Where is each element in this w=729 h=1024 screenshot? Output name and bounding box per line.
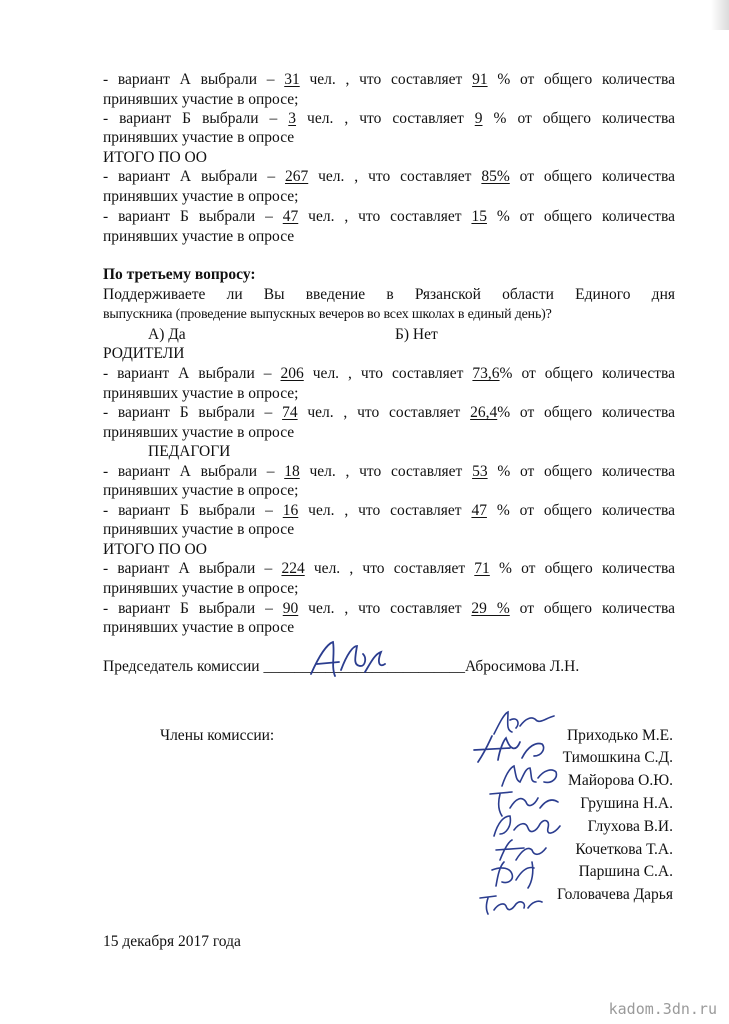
total-option-b: - вариант Б выбрали – 90 чел. , что составляет 29 % от общего количества: [103, 600, 675, 617]
percent: 71: [474, 560, 490, 577]
q3-question-line2: выпускника (проведение выпускных вечеров во всех школах в единый день)?: [103, 307, 552, 322]
block1-option-b: - вариант Б выбрали – 3 чел. , что составляет 9 % от общего количества: [103, 110, 675, 127]
member-name: Глухова В.И.: [587, 818, 673, 835]
percent: 53: [472, 463, 488, 480]
member-name: Приходько М.Е.: [566, 727, 673, 744]
q3-title: По третьему вопросу:: [103, 266, 256, 283]
block2-option-b: - вариант Б выбрали – 47 чел. , что составляет 15 % от общего количества: [103, 208, 675, 225]
q3-option-b: Б) Нет: [395, 326, 438, 343]
members-label: Члены комиссии:: [160, 727, 275, 744]
q3-option-a: А) Да: [148, 326, 186, 343]
chair-name: Абросимова Л.Н.: [464, 658, 580, 675]
total-heading: ИТОГО ПО ОО: [103, 541, 207, 558]
teachers-heading: ПЕДАГОГИ: [148, 443, 231, 460]
count: 90: [282, 600, 299, 617]
member-name: Кочеткова Т.А.: [575, 841, 673, 858]
parents-option-b-cont: принявших участие в опросе: [103, 424, 295, 441]
scan-shadow: [711, 0, 729, 30]
watermark: kadom.3dn.ru: [608, 1000, 717, 1018]
percent: 29 %: [471, 600, 510, 617]
total-option-a-cont: принявших участие в опросе;: [103, 580, 299, 597]
count: 3: [288, 110, 297, 127]
teachers-option-a: - вариант А выбрали – 18 чел. , что составляет 53 % от общего количества: [103, 463, 675, 480]
percent: 73,6: [472, 365, 500, 382]
document-date: 15 декабря 2017 года: [103, 933, 241, 950]
block2-option-b-cont: принявших участие в опросе: [103, 228, 295, 245]
block1-option-a: - вариант А выбрали – 31 чел. , что составляет 91 % от общего количества: [103, 71, 675, 88]
count: 16: [282, 502, 299, 519]
q3-question-line1: Поддерживаете ли Вы введение в Рязанской области Единого дня: [103, 286, 675, 303]
teachers-option-b-cont: принявших участие в опросе: [103, 521, 295, 538]
parents-option-a-cont: принявших участие в опросе;: [103, 385, 299, 402]
member-name: Тимошкина С.Д.: [562, 749, 673, 766]
block2-option-a-cont: принявших участие в опросе;: [103, 188, 299, 205]
chair-signature-icon: [305, 636, 390, 686]
total-option-a: - вариант А выбрали – 224 чел. , что составляет 71 % от общего количества: [103, 560, 675, 577]
count: 47: [282, 208, 299, 225]
count: 224: [281, 560, 305, 577]
percent: 47: [471, 502, 487, 519]
block1-option-b-cont: принявших участие в опросе: [103, 129, 295, 146]
count: 31: [284, 71, 300, 88]
parents-heading: РОДИТЕЛИ: [103, 345, 185, 362]
member-name: Майорова О.Ю.: [568, 772, 673, 789]
count: 18: [284, 463, 300, 480]
block2-heading: ИТОГО ПО ОО: [103, 149, 207, 166]
signature-underline: __________________________: [263, 658, 465, 675]
percent: 9: [474, 110, 483, 127]
chair-label: Председатель комиссии: [103, 658, 264, 675]
percent: 15: [471, 208, 487, 225]
parents-option-a: - вариант А выбрали – 206 чел. , что составляет 73,6% от общего количества: [103, 365, 675, 382]
percent: 85%: [481, 168, 510, 185]
percent: 91: [472, 71, 488, 88]
percent: 26,4: [470, 404, 498, 421]
total-option-b-cont: принявших участие в опросе: [103, 619, 295, 636]
count: 74: [282, 404, 298, 421]
count: 267: [284, 168, 309, 185]
block1-option-a-cont: принявших участие в опросе;: [103, 91, 299, 108]
member-name: Паршина С.А.: [578, 863, 673, 880]
teachers-option-b: - вариант Б выбрали – 16 чел. , что составляет 47 % от общего количества: [103, 502, 675, 519]
member-name: Грушина Н.А.: [580, 795, 673, 812]
teachers-option-a-cont: принявших участие в опросе;: [103, 482, 299, 499]
count: 206: [280, 365, 304, 382]
member-signature-icon: [476, 886, 546, 920]
block2-option-a: - вариант А выбрали – 267 чел. , что составляет 85% от общего количества: [103, 168, 675, 185]
member-name: Головачева Дарья: [557, 886, 673, 903]
parents-option-b: - вариант Б выбрали – 74 чел. , что составляет 26,4% от общего количества: [103, 404, 675, 421]
